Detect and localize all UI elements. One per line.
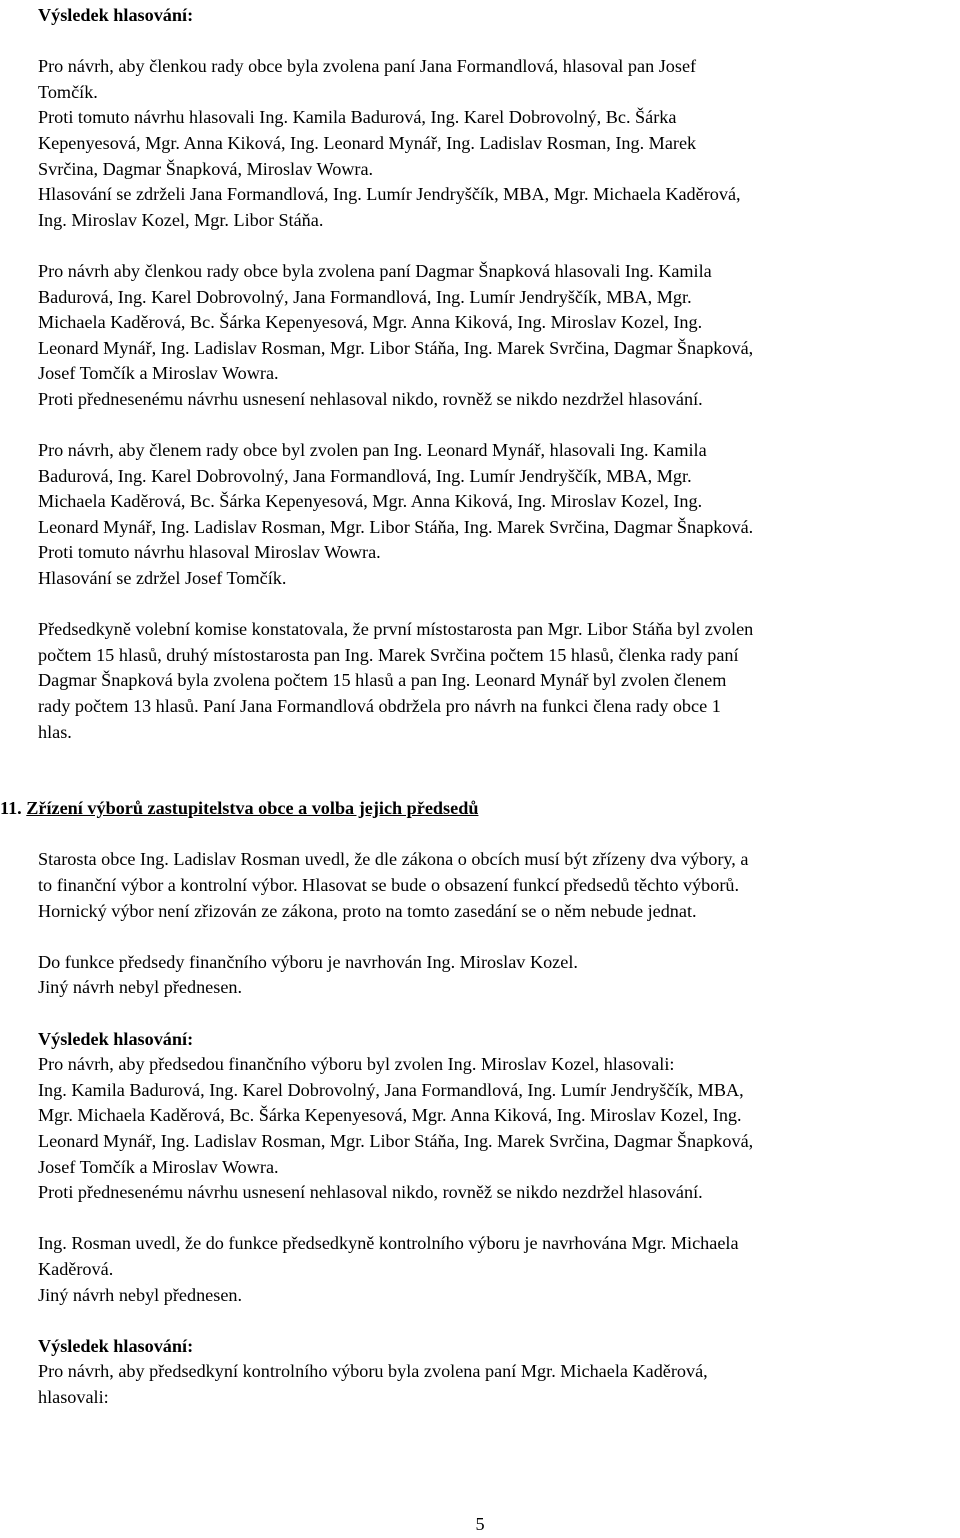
text-line: Kepenyesová, Mgr. Anna Kiková, Ing. Leonard Mynář, Ing. Ladislav Rosman, Ing. Marek [38,132,697,153]
section-heading [0,796,960,822]
text-line: Michaela Kaděrová, Bc. Šárka Kepenyesová, Mgr. Anna Kiková, Ing. Miroslav Kozel, Ing. [38,312,703,333]
text-line: Leonard Mynář, Ing. Ladislav Rosman, Mgr. Libor Stáňa, Ing. Marek Svrčina, Dagmar Šnapková, [38,337,754,358]
text-line: hlas. [38,721,72,742]
text-line: Proti tomuto návrhu hlasoval Miroslav Wowra. [38,542,381,563]
text-line: Mgr. Michaela Kaděrová, Bc. Šárka Kepenyesová, Mgr. Anna Kiková, Ing. Miroslav Kozel, Ing. [38,1105,742,1126]
text-line: Pro návrh, aby členkou rady obce byla zvolena paní Jana Formandlová, hlasoval pan Josef [38,56,697,77]
text-line: Tomčík. [38,81,98,102]
text-line: Ing. Rosman uvedl, že do funkce předsedkyně kontrolního výboru je navrhována Mgr. Michaela [38,1233,739,1254]
text-line: Hornický výbor není zřizován ze zákona, proto na tomto zasedání se o něm nebude jednat. [38,900,697,921]
text-line: Badurová, Ing. Karel Dobrovolný, Jana Formandlová, Ing. Lumír Jendryščík, MBA, Mgr. [38,465,692,486]
text-line: Hlasování se zdržel Josef Tomčík. [38,568,287,589]
text-line: Proti přednesenému návrhu usnesení nehlasoval nikdo, rovněž se nikdo nezdržel hlasování. [38,1182,703,1203]
section-intro-paragraph [38,847,960,924]
text-line: Proti přednesenému návrhu usnesení nehlasoval nikdo, rovněž se nikdo nezdržel hlasování. [38,388,703,409]
text-line: Pro návrh, aby členem rady obce byl zvolen pan Ing. Leonard Mynář, hlasovali Ing. Kamila [38,440,707,461]
text-line: Starosta obce Ing. Ladislav Rosman uvedl, že dle zákona o obcích musí být zřízeny dva výbory, a [38,849,749,870]
commission-statement-paragraph [38,617,960,745]
section-title: Zřízení výborů zastupitelstva obce a volba jejich předsedů [26,798,479,819]
section-number: 11. [0,798,22,819]
text-line: Pro návrh, aby předsedkyní kontrolního výboru byla zvolena paní Mgr. Michaela Kaděrová, [38,1361,708,1382]
text-line: Jiný návrh nebyl přednesen. [38,1284,243,1305]
vote-result-heading: Výsledek hlasování: [38,1335,194,1356]
text-line: to finanční výbor a kontrolní výbor. Hlasovat se bude o obsazení funkcí předsedů těchto výborů. [38,875,740,895]
text-line: Jiný návrh nebyl přednesen. [38,977,243,998]
text-line: Ing. Kamila Badurová, Ing. Karel Dobrovolný, Jana Formandlová, Ing. Lumír Jendryščík, MBA, [38,1079,744,1100]
control-result-paragraph [38,1359,960,1410]
text-line: Hlasování se zdrželi Jana Formandlová, Ing. Lumír Jendryščík, MBA, Mgr. Michaela Kaděrová, [38,184,741,205]
text-line: Pro návrh aby členkou rady obce byla zvolena paní Dagmar Šnapková hlasovali Ing. Kamila [38,260,712,281]
text-line: Pro návrh, aby předsedou finančního výboru byl zvolen Ing. Miroslav Kozel, hlasovali: [38,1054,675,1075]
text-line: Michaela Kaděrová, Bc. Šárka Kepenyesová, Mgr. Anna Kiková, Ing. Miroslav Kozel, Ing. [38,491,703,512]
vote-mynar-paragraph [38,438,960,592]
text-line: Ing. Miroslav Kozel, Mgr. Libor Stáňa. [38,209,324,230]
text-line: Josef Tomčík a Miroslav Wowra. [38,363,279,384]
page-number: 5 [475,1514,485,1534]
vote-snapkova-paragraph [38,259,960,413]
text-line: Svrčina, Dagmar Šnapková, Miroslav Wowra. [38,158,374,179]
finance-proposal-paragraph [38,950,960,1001]
finance-result-paragraph [38,1052,960,1206]
text-line: Do funkce předsedy finančního výboru je navrhován Ing. Miroslav Kozel. [38,951,578,972]
text-line: Josef Tomčík a Miroslav Wowra. [38,1156,279,1177]
text-line: Leonard Mynář, Ing. Ladislav Rosman, Mgr. Libor Stáňa, Ing. Marek Svrčina, Dagmar Šnapková, [38,1130,754,1151]
text-line: hlasovali: [38,1386,109,1407]
text-line: Leonard Mynář, Ing. Ladislav Rosman, Mgr. Libor Stáňa, Ing. Marek Svrčina, Dagmar Šnapková. [38,516,754,537]
text-line: Proti tomuto návrhu hlasovali Ing. Kamila Badurová, Ing. Karel Dobrovolný, Bc. Šárka [38,107,677,128]
text-line: počtem 15 hlasů, druhý místostarosta pan Ing. Marek Svrčina počtem 15 hlasů, členka rady paní [38,644,739,665]
text-line: Kaděrová. [38,1258,114,1279]
control-proposal-paragraph [38,1231,960,1308]
text-line: Badurová, Ing. Karel Dobrovolný, Jana Formandlová, Ing. Lumír Jendryščík, MBA, Mgr. [38,286,692,307]
vote-result-heading: Výsledek hlasování: [38,5,194,25]
vote-result-paragraph [38,54,960,233]
vote-result-heading: Výsledek hlasování: [38,1028,194,1049]
text-line: Dagmar Šnapková byla zvolena počtem 15 hlasů a pan Ing. Leonard Mynář byl zvolen členem [38,670,727,691]
text-line: Předsedkyně volební komise konstatovala, že první místostarosta pan Mgr. Libor Stáňa byl zvolen [38,619,754,640]
text-line: rady počtem 13 hlasů. Paní Jana Formandlová obdržela pro návrh na funkci člena rady obce 1 [38,696,721,717]
document-body [0,3,960,1410]
